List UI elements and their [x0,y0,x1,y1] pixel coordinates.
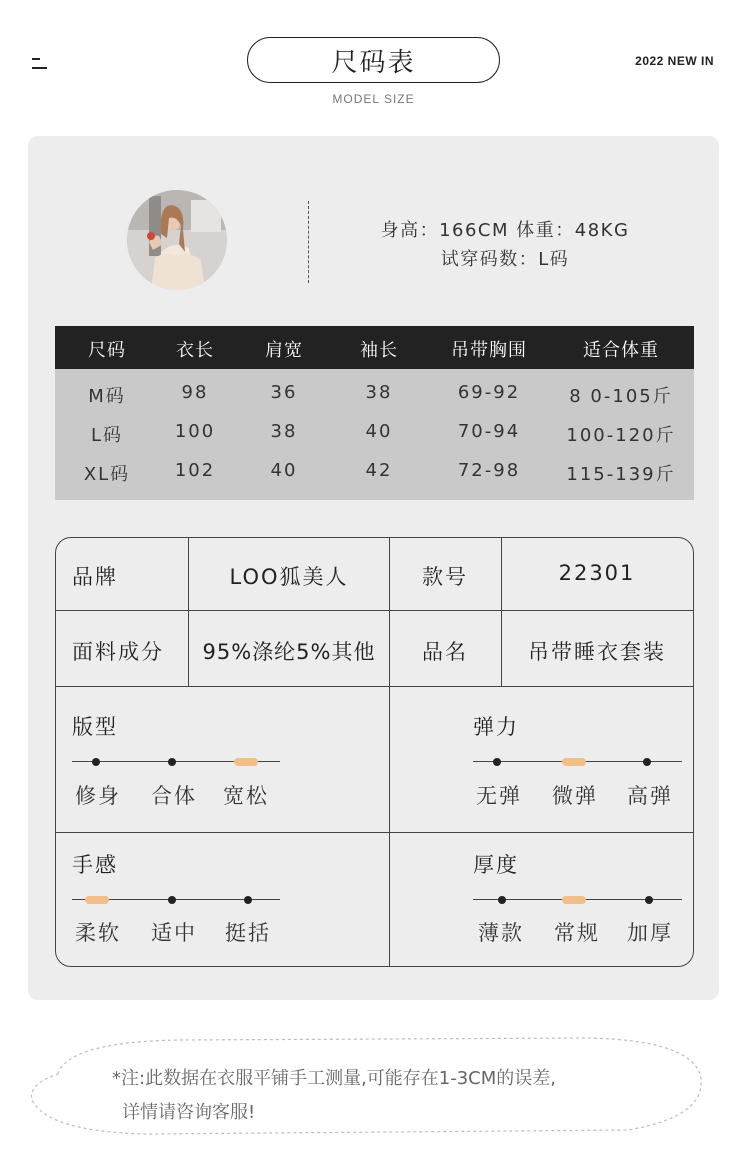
note-line: *注:此数据在衣服平铺手工测量,可能存在1-3CM的误差, [112,1068,557,1089]
size-table-header [55,326,694,369]
brand-value: LOO狐美人 [229,565,349,589]
thickness-marker [645,896,653,904]
table-cell: L码 [90,425,124,446]
table-cell: 115-139斤 [566,464,676,485]
fit-label: 版型 [72,715,118,739]
style-no-label: 款号 [422,565,468,589]
column-header: 适合体重 [583,340,659,361]
stretch-option: 高弹 [627,784,673,808]
stretch-marker [643,758,651,766]
divider [501,538,502,686]
divider [56,686,693,687]
table-cell: 42 [365,460,393,481]
table-row [55,373,694,411]
size-table [55,326,694,500]
thickness-option: 加厚 [627,921,673,945]
page-title [247,37,500,83]
thickness-label: 厚度 [473,853,519,877]
fit-option: 宽松 [223,784,269,808]
divider [389,538,390,966]
divider [56,832,693,833]
model-measurements: 身高：166CM 体重：48KG [380,220,630,241]
model-tried-size: 试穿码数：L码 [440,249,570,270]
table-cell: 100 [174,421,216,442]
column-header: 袖长 [360,340,398,361]
table-cell: 72-98 [457,460,521,481]
fit-marker [92,758,100,766]
style-no-value: 22301 [558,561,636,585]
column-header: 肩宽 [265,340,303,361]
page-title-text: 尺码表 [331,47,416,78]
stretch-selected-marker [562,758,586,766]
table-cell: 40 [365,421,393,442]
handfeel-selected-marker [85,896,109,904]
thickness-marker [498,896,506,904]
note-line: 详情请咨询客服! [122,1102,256,1123]
new-in-badge: 2022 NEW IN [635,54,714,68]
table-row [55,412,694,450]
thickness-selected-marker [562,896,586,904]
fabric-value: 95%涤纶5%其他 [202,640,376,664]
column-header: 吊带胸围 [451,340,527,361]
page-subtitle: MODEL SIZE [332,92,415,106]
fit-option: 修身 [75,784,121,808]
product-spec-box [55,537,694,967]
table-cell: 38 [365,382,393,403]
stretch-label: 弹力 [473,715,519,739]
model-avatar [127,190,227,290]
product-name-label: 品名 [422,640,468,664]
column-header: 衣长 [176,340,214,361]
table-cell: 100-120斤 [566,425,676,446]
thickness-option: 薄款 [478,921,524,945]
table-cell: 8 0-105斤 [569,386,673,407]
table-cell: 69-92 [457,382,521,403]
stretch-option: 无弹 [476,784,522,808]
fit-marker [168,758,176,766]
handfeel-option: 挺括 [225,921,271,945]
brand-label: 品牌 [72,565,118,589]
fit-option: 合体 [151,784,197,808]
stretch-marker [493,758,501,766]
divider [188,538,189,686]
table-cell: 98 [181,382,209,403]
fit-selected-marker [234,758,258,766]
model-info [330,216,680,274]
disclaimer-note [112,1062,556,1130]
column-header: 尺码 [88,340,126,361]
table-cell: 102 [174,460,216,481]
thickness-option: 常规 [554,921,600,945]
handfeel-label: 手感 [72,853,118,877]
table-cell: 40 [270,460,298,481]
divider [308,201,309,283]
table-cell: 70-94 [457,421,521,442]
handfeel-option: 适中 [151,921,197,945]
fabric-label: 面料成分 [72,640,164,664]
product-name-value: 吊带睡衣套装 [528,640,666,664]
table-cell: 36 [270,382,298,403]
handfeel-marker [244,896,252,904]
handfeel-option: 柔软 [75,921,121,945]
table-cell: 38 [270,421,298,442]
stretch-option: 微弹 [552,784,598,808]
divider [56,610,693,611]
menu-icon[interactable] [32,58,47,70]
table-cell: XL码 [83,464,131,485]
handfeel-marker [168,896,176,904]
table-row [55,451,694,489]
table-cell: M码 [88,386,126,407]
